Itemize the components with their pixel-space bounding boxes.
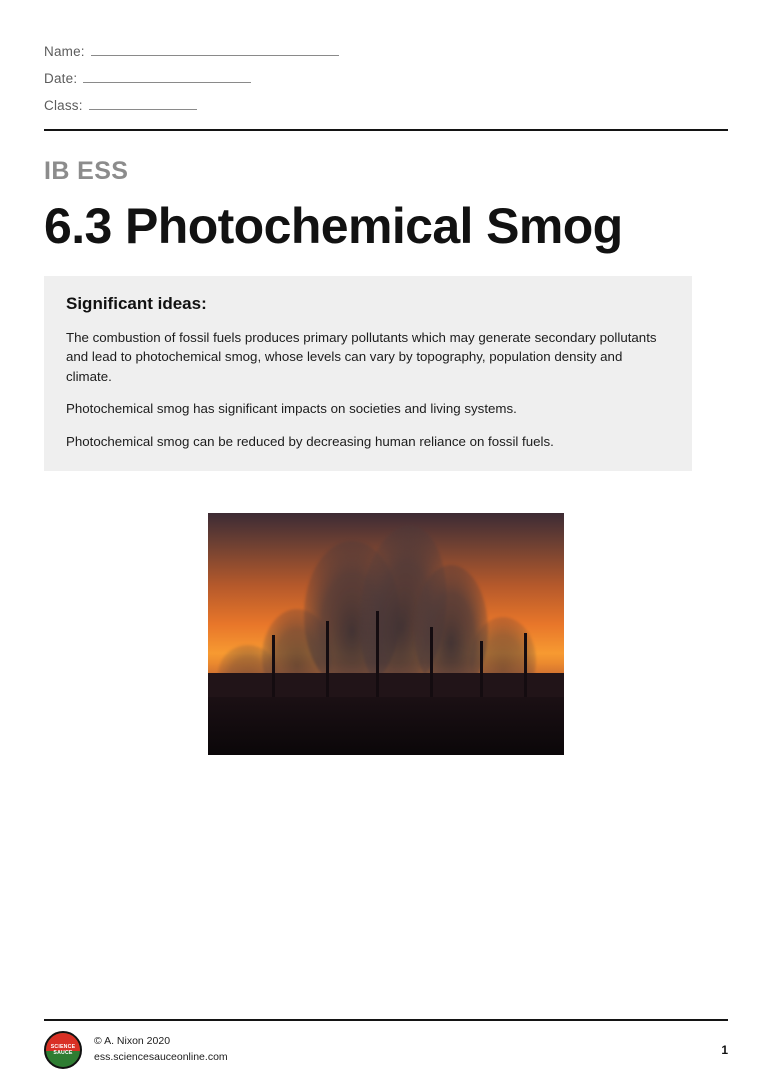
significant-idea-paragraph: Photochemical smog has significant impacts on societies and living systems. [66,401,517,417]
page-number: 1 [721,1043,728,1057]
footer-credits [94,1034,228,1066]
student-fields [44,44,728,113]
header-divider [44,129,728,131]
name-field-input[interactable] [91,44,339,56]
logo-line-2: SAUCE [53,1050,73,1056]
website-text[interactable]: ess.sciencesauceonline.com [94,1051,228,1063]
figure-container [44,513,728,755]
significant-ideas-box [44,276,692,471]
city-skyline [208,673,564,699]
class-field-row [44,98,728,113]
subject-label: IB ESS [44,157,129,185]
date-field-label: Date: [44,71,78,86]
name-field-label: Name: [44,44,85,59]
significant-idea-paragraph: The combustion of fossil fuels produces primary pollutants which may generate secondary pollutants and lead to photochemical smog, whose levels can vary by topography, population density and climate. [66,330,657,384]
footer-divider [44,1019,728,1021]
class-field-input[interactable] [89,98,197,110]
copyright-text: © A. Nixon 2020 [94,1035,171,1048]
science-sauce-logo-icon [44,1031,82,1069]
smokestack [524,633,527,699]
smokestack-photo [208,513,564,755]
class-field-label: Class: [44,98,83,113]
date-field-row [44,71,728,86]
smokestack [480,641,483,699]
smokestack [272,635,275,699]
foreground-ground [208,697,564,755]
significant-ideas-heading: Significant ideas: [66,294,207,313]
name-field-row [44,44,728,59]
page-footer [44,1019,728,1069]
smokestack [376,611,379,699]
significant-idea-paragraph: Photochemical smog can be reduced by decreasing human reliance on fossil fuels. [66,433,554,449]
smokestack [326,621,329,699]
logo-line-1: SCIENCE [50,1043,76,1050]
page-title: 6.3 Photochemical Smog [44,198,623,254]
smokestack [430,627,433,699]
date-field-input[interactable] [83,71,251,83]
